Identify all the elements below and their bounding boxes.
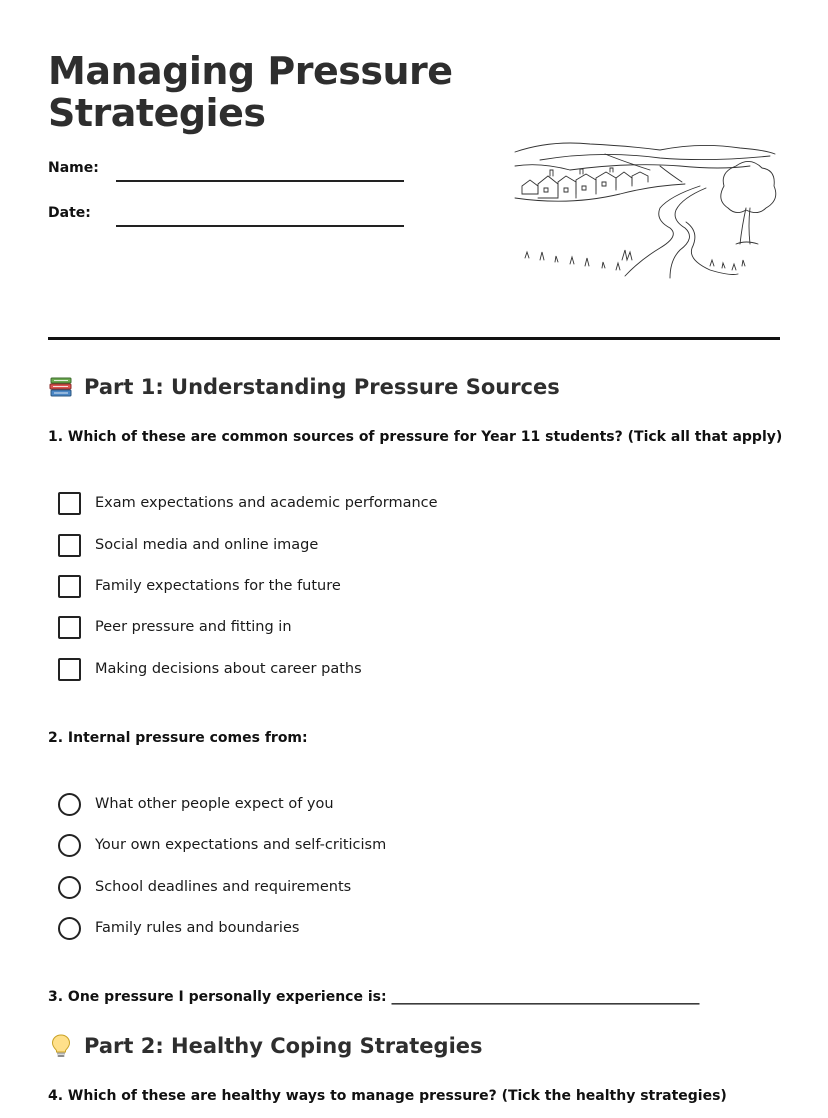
q2-option-4[interactable] <box>58 916 299 940</box>
name-field <box>48 160 408 190</box>
question-4: 4. Which of these are healthy ways to manage pressure? (Tick the healthy strategies) <box>48 1088 727 1104</box>
option-label: Social media and online image <box>95 537 319 553</box>
q1-option-3[interactable] <box>58 574 341 598</box>
checkbox[interactable] <box>58 658 81 681</box>
part2-heading <box>48 1033 483 1059</box>
countryside-landscape-illustration <box>510 136 780 284</box>
question-3[interactable]: 3. One pressure I personally experience is: ____________________________________________ <box>48 989 700 1005</box>
q2-option-3[interactable] <box>58 875 351 899</box>
name-label: Name: <box>48 160 99 176</box>
q2-option-2[interactable] <box>58 833 386 857</box>
radio-button[interactable] <box>58 917 81 940</box>
question-2: 2. Internal pressure comes from: <box>48 730 308 746</box>
worksheet-title: Managing Pressure Strategies <box>48 49 453 135</box>
checkbox[interactable] <box>58 492 81 515</box>
option-label: Family expectations for the future <box>95 578 341 594</box>
option-label: Exam expectations and academic performance <box>95 495 438 511</box>
option-label: School deadlines and requirements <box>95 879 352 895</box>
question-1: 1. Which of these are common sources of pressure for Year 11 students? (Tick all that apply) <box>48 429 783 445</box>
option-label: Family rules and boundaries <box>95 920 300 936</box>
date-line[interactable] <box>116 225 404 227</box>
part2-heading-text: Part 2: Healthy Coping Strategies <box>84 1034 483 1058</box>
option-label: Your own expectations and self-criticism <box>95 837 387 853</box>
part1-heading <box>48 374 560 400</box>
checkbox[interactable] <box>58 534 81 557</box>
q1-option-1[interactable] <box>58 491 438 515</box>
lightbulb-icon <box>48 1033 74 1059</box>
radio-button[interactable] <box>58 876 81 899</box>
date-field <box>48 205 408 235</box>
part1-heading-text: Part 1: Understanding Pressure Sources <box>84 375 560 399</box>
section-divider <box>48 337 780 340</box>
q2-option-1[interactable] <box>58 792 334 816</box>
option-label: Making decisions about career paths <box>95 661 362 677</box>
books-icon <box>48 374 74 400</box>
radio-button[interactable] <box>58 793 81 816</box>
q1-option-5[interactable] <box>58 657 362 681</box>
q1-option-4[interactable] <box>58 615 292 639</box>
option-label: What other people expect of you <box>95 796 334 812</box>
checkbox[interactable] <box>58 616 81 639</box>
date-label: Date: <box>48 205 91 221</box>
q1-option-2[interactable] <box>58 533 318 557</box>
checkbox[interactable] <box>58 575 81 598</box>
radio-button[interactable] <box>58 834 81 857</box>
name-line[interactable] <box>116 180 404 182</box>
option-label: Peer pressure and fitting in <box>95 619 292 635</box>
